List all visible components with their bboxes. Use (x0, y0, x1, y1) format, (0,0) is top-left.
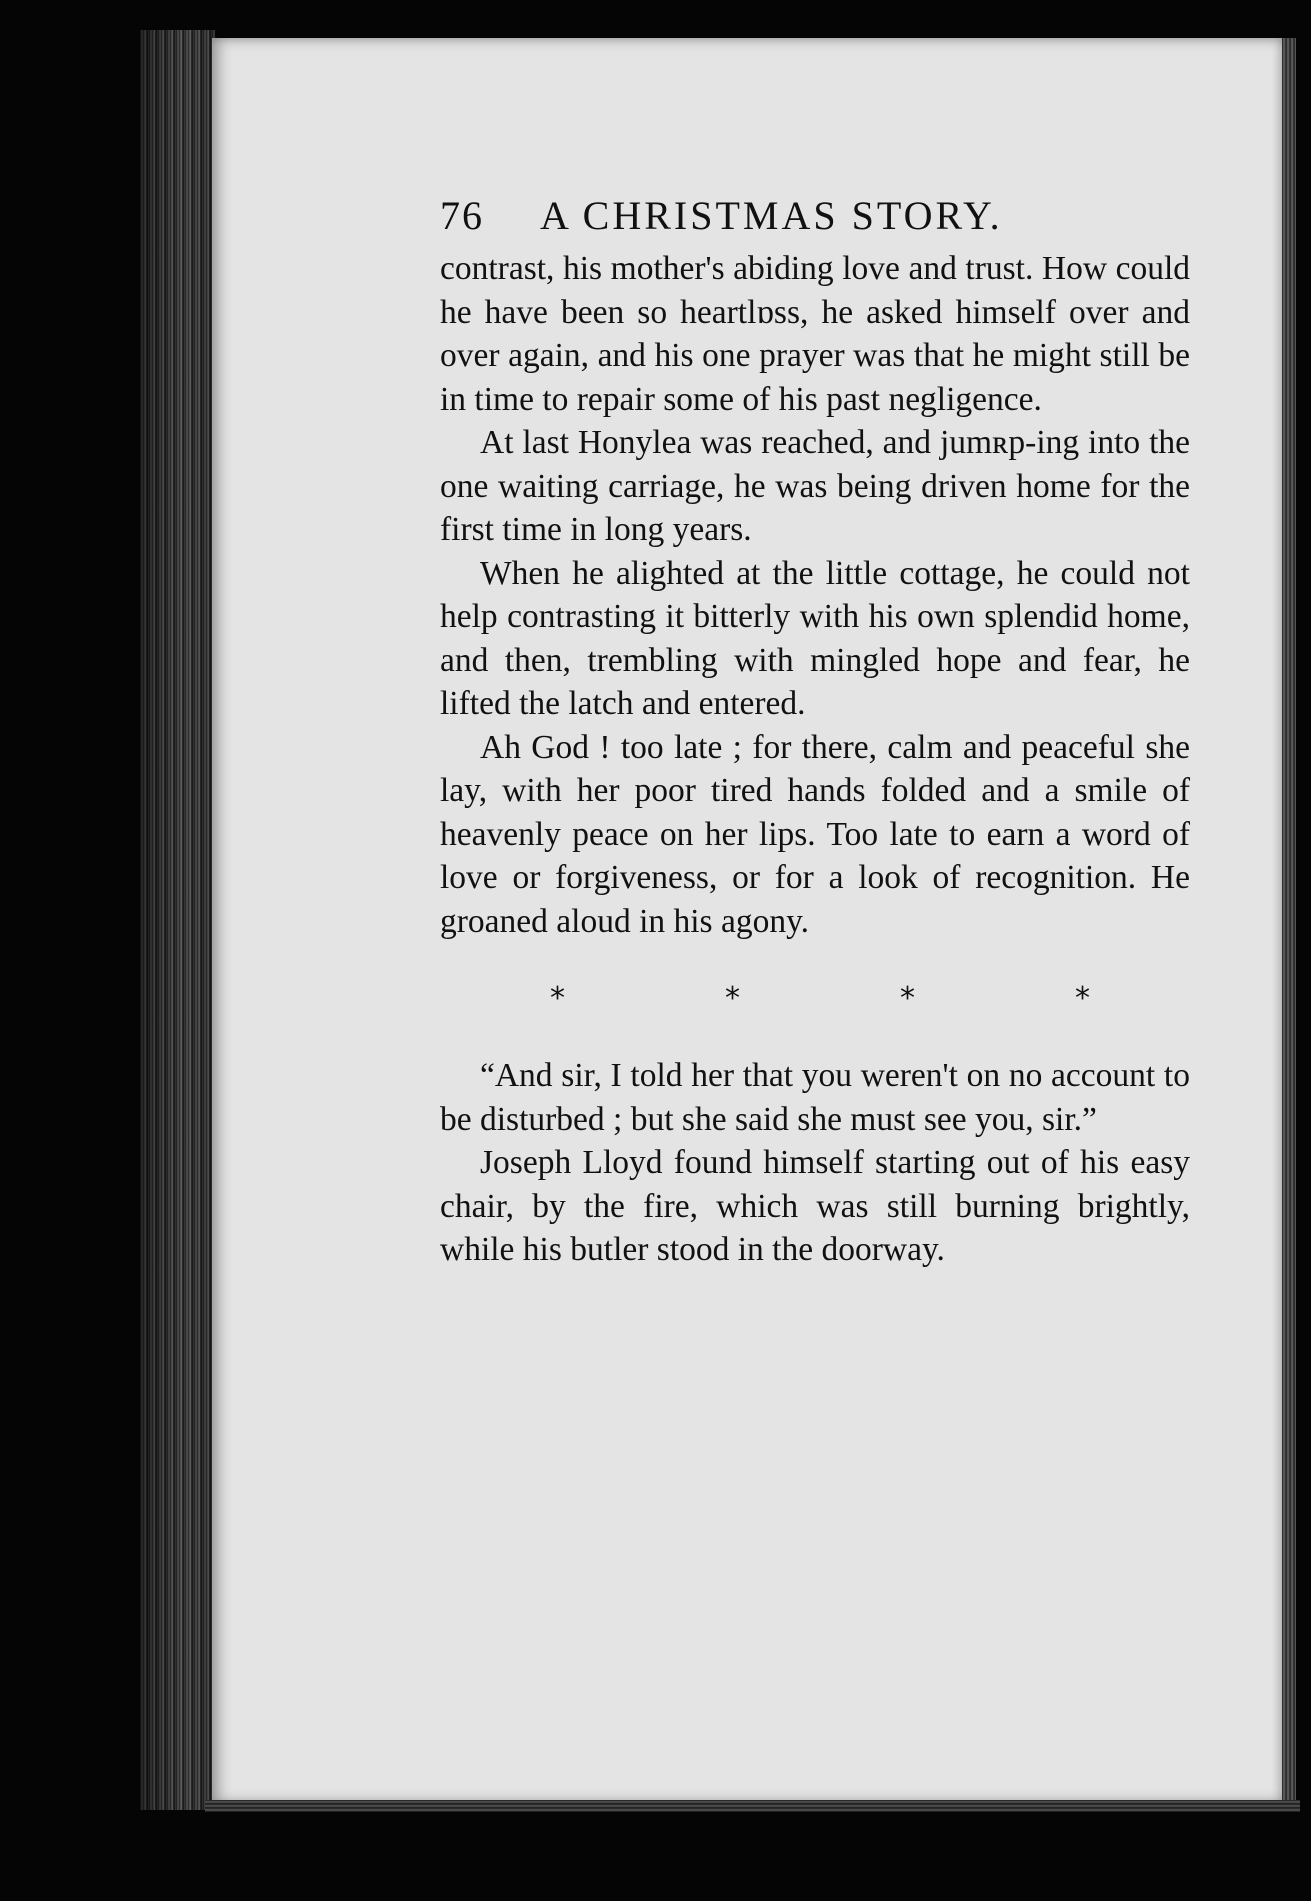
page-right-edge (1282, 38, 1296, 1808)
paragraph-cottage: When he alighted at the little cottage, he could not help contrasting it bitterly with his own splendid home, and then, trembling with mingled hope and fear, he lifted the latch and entered. (440, 554, 1190, 722)
running-head (440, 192, 1190, 239)
spine-shadow (140, 30, 215, 1810)
asterisk: * (725, 981, 740, 1016)
section-separator (550, 981, 1090, 1016)
page-bottom-edge (205, 1800, 1300, 1812)
asterisk: * (550, 981, 565, 1016)
paragraph-honylea: At last Honylea was reached, and jumʀp-ing into the one waiting carriage, he was being driven home for the first time in long years. (440, 424, 1190, 548)
paragraph-contrast: contrast, his mother's abiding love and trust. How could he have been so heartlɒss, he asked himself over and over again, and his one prayer was that he might still be in time to repair some of his past negligence. (440, 250, 1190, 418)
page-text-block (440, 192, 1190, 1272)
paragraph-butler-quote: “And sir, I told her that you weren't on no account to be disturbed ; but she said she must see you, sir.” (440, 1057, 1190, 1138)
running-title: A CHRISTMAS STORY. (540, 193, 1003, 238)
page-number: 76 (440, 193, 484, 238)
paragraph-joseph-lloyd: Joseph Lloyd found himself starting out of his easy chair, by the fire, which was still burning brightly, while his butler stood in the doorway. (440, 1144, 1190, 1268)
asterisk: * (900, 981, 915, 1016)
asterisk: * (1075, 981, 1090, 1016)
paragraph-too-late: Ah God ! too late ; for there, calm and peaceful she lay, with her poor tired hands folded and a smile of heavenly peace on her lips. Too late to earn a word of love or forgiveness, or for a look of recognition. He groaned aloud in his agony. (440, 728, 1190, 940)
